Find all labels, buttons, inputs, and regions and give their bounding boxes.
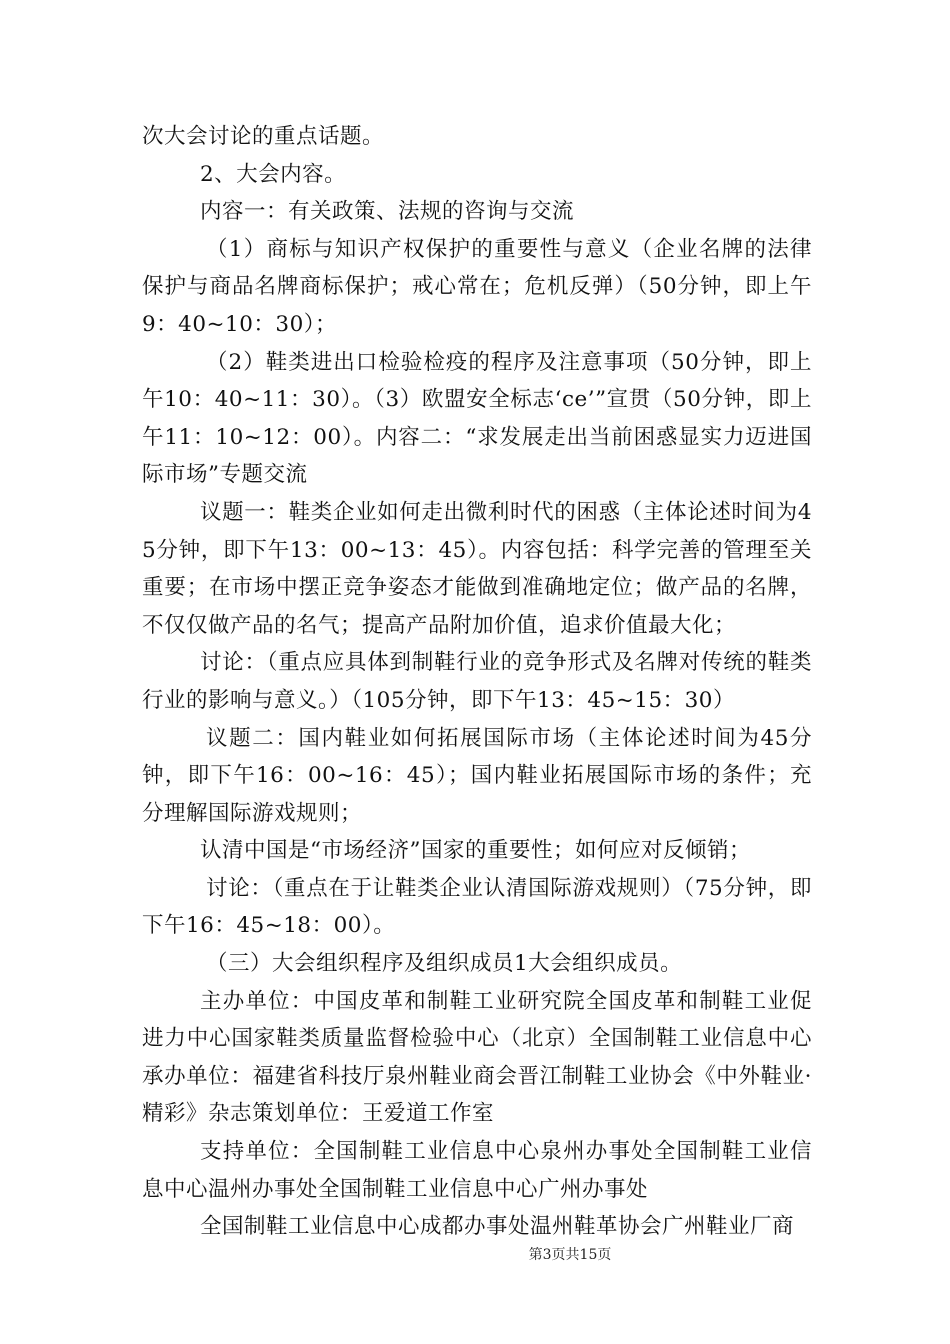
paragraph-supporters: 支持单位：全国制鞋工业信息中心泉州办事处全国制鞋工业信息中心温州办事处全国制鞋工业信息中心广州办事处 [142, 1139, 812, 1202]
paragraph-item-1: （1）商标与知识产权保护的重要性与意义（企业名牌的法律保护与商品名牌商标保护；戒心常在；危机反弹）（50分钟，即上午9：40~10：30）； [142, 236, 812, 337]
paragraph-discussion-two: 讨论：（重点在于让鞋类企业认清国际游戏规则）（75分钟，即下午16：45~18：00）。 [142, 875, 812, 939]
page-number: 第3页共15页 [528, 1247, 612, 1263]
paragraph-topic-one: 议题一：鞋类企业如何走出微利时代的困惑（主体论述时间为45分钟，即下午13：00~13：45）。内容包括：科学完善的管理至关重要；在市场中摆正竞争姿态才能做到准确地定位；做产品的名牌，不仅仅做产品的名气；提高产品附加价值，追求价值最大化； [142, 499, 812, 638]
paragraph-supporters-continued: 全国制鞋工业信息中心成都办事处温州鞋革协会广州鞋业厂商 [200, 1214, 795, 1240]
paragraph-section-heading: 2、大会内容。 [200, 161, 347, 187]
paragraph-organization-heading: （三）大会组织程序及组织成员1大会组织成员。 [206, 951, 683, 977]
paragraph-content-one: 内容一：有关政策、法规的咨询与交流 [200, 199, 575, 225]
paragraph-organizers: 主办单位：中国皮革和制鞋工业研究院全国皮革和制鞋工业促进力中心国家鞋类质量监督检验中心（北京）全国制鞋工业信息中心承办单位：福建省科技厅泉州鞋业商会晋江制鞋工业协会《中外鞋业·精彩》杂志策划单位：王爱道工作室 [142, 988, 812, 1127]
paragraph-continuation: 次大会讨论的重点话题。 [142, 124, 385, 149]
paragraph-topic-two: 议题二：国内鞋业如何拓展国际市场（主体论述时间为45分钟，即下午16：00~16：45）；国内鞋业拓展国际市场的条件；充分理解国际游戏规则； [142, 725, 812, 826]
paragraph-discussion-one: 讨论：（重点应具体到制鞋行业的竞争形式及名牌对传统的鞋类行业的影响与意义。）（105分钟，即下午13：45~15：30） [142, 650, 812, 713]
paragraph-item-2: （2）鞋类进出口检验检疫的程序及注意事项（50分钟，即上午10：40~11：30）。（3）欧盟安全标志‘ce’”宣贯（50分钟，即上午11：10~12：00）。内容二：“求发展走出当前困惑显实力迈进国际市场”专题交流 [142, 349, 812, 488]
document-body [142, 118, 812, 1246]
paragraph-anti-dumping: 认清中国是“市场经济”国家的重要性；如何应对反倾销； [200, 838, 751, 864]
